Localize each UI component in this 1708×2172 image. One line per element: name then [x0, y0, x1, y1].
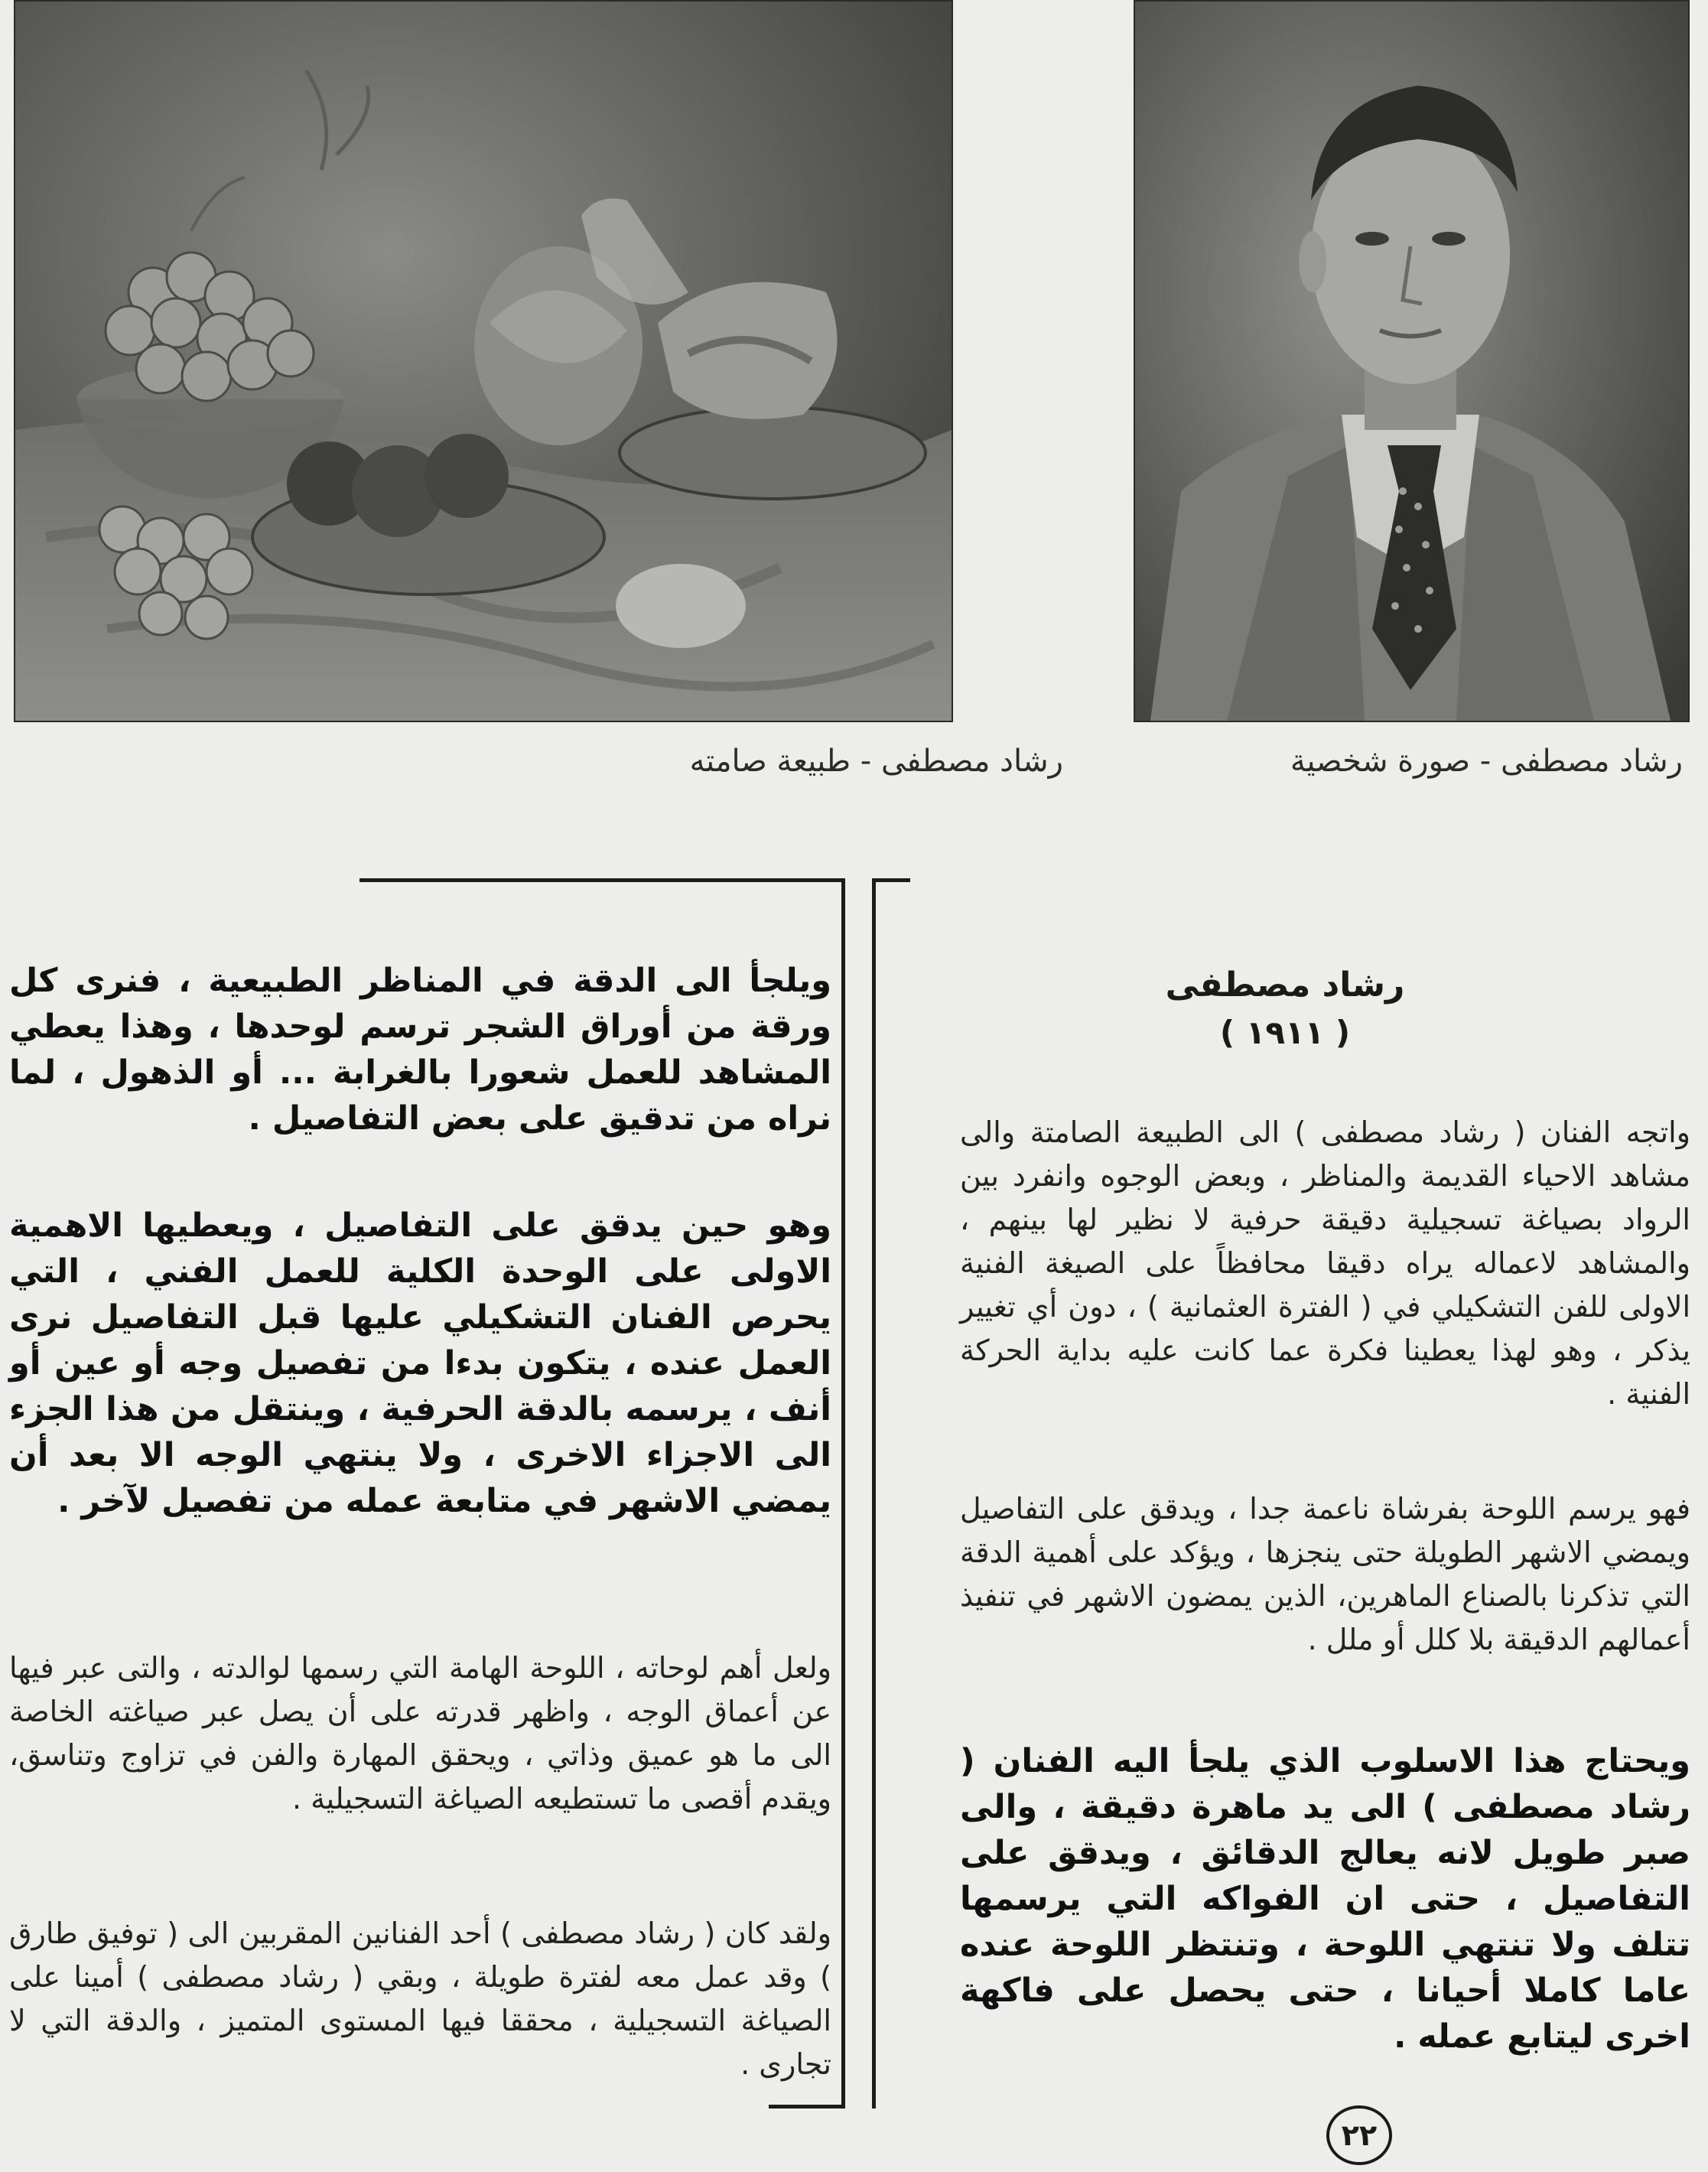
left-paragraph-4-text: ولقد كان ( رشاد مصطفى ) أحد الفنانين المقربين الى ( توفيق طارق ) وقد عمل معه لفترة طويلة ، وبقي ( رشاد مصطفى ) أمينا على الصياغة التسجيلية ، محققا فيها المستوى المتميز ، والدقة التي لا تجارى .: [9, 1916, 831, 2081]
left-column-bottom-rule: [769, 2105, 845, 2109]
left-column-vertical-rule: [841, 878, 845, 2109]
left-paragraph-4: [9, 1912, 831, 2086]
page-number: ٢٢: [1326, 2105, 1392, 2165]
right-paragraph-2: [960, 1487, 1690, 1662]
portrait-image: [1135, 2, 1688, 721]
right-paragraph-2-text: فهو يرسم اللوحة بفرشاة ناعمة جدا ، ويدقق على التفاصيل ويمضي الاشهر الطويلة حتى ينجزها ، ويؤكد على أهمية الدقة التي تذكرنا بالصناع الماهرين، الذين يمضون الاشهر في تنفيذ أعمالهم الدقيقة بلا كلل أو ملل .: [960, 1492, 1690, 1656]
still-life-image: [15, 2, 952, 721]
right-paragraph-3: [960, 1738, 1690, 2060]
left-column-top-rule: [359, 878, 845, 882]
right-column-vertical-rule: [872, 878, 876, 2109]
left-paragraph-2: [9, 1203, 831, 1524]
left-paragraph-1-text: ويلجأ الى الدقة في المناظر الطبيعية ، فنرى كل ورقة من أوراق الشجر ترسم لوحدها ، وهذا يعطي المشاهد للعمل شعورا بالغرابة ... أو الذهول ، لما نراه من تدقيق على بعض التفاصيل .: [9, 962, 831, 1138]
right-paragraph-3-text: ويحتاج هذا الاسلوب الذي يلجأ اليه الفنان ( رشاد مصطفى ) الى يد ماهرة دقيقة ، والى صبر طويل لانه يعالج الدقائق ، ويدقق على التفاصيل ، حتى ان الفواكه التي يرسمها تتلف ولا تنتهي اللوحة ، وتنتظر اللوحة عنده عاما كاملا أحيانا ، حتى يحصل على فاكهة اخرى ليتابع عمله .: [960, 1742, 1690, 2056]
portrait-caption: رشاد مصطفى - صورة شخصية: [1290, 744, 1683, 779]
right-paragraph-1-text: واتجه الفنان ( رشاد مصطفى ) الى الطبيعة الصامتة والى مشاهد الاحياء القديمة والمناظر ، وبعض الوجوه وانفرد بين الرواد بصياغة تسجيلية دقيقة حرفية لا نظير لها بينهم ، والمشاهد لاعماله يراه دقيقا محافظاً على الصيغة الفنية الاولى للفن التشكيلي في ( الفترة العثمانية ) ، دون أي تغيير يذكر ، وهو لهذا يعطينا فكرة عما كانت عليه بداية الحركة الفنية .: [960, 1115, 1690, 1411]
still-life-photo: [14, 0, 953, 722]
right-column-top-rule: [872, 878, 910, 882]
portrait-photo: [1134, 0, 1690, 722]
right-paragraph-1: [960, 1111, 1690, 1416]
article-year: ( ١٩١١ ): [1219, 1014, 1351, 1051]
left-paragraph-1: [9, 958, 831, 1141]
article-heading: [948, 961, 1622, 1056]
left-paragraph-2-text: وهو حين يدقق على التفاصيل ، ويعطيها الاهمية الاولى على الوحدة الكلية للعمل الفني ، التي يحرص الفنان التشكيلي عليها قبل التفاصيل نرى العمل عنده ، يتكون بدءا من تفصيل وجه أو عين أو أنف ، يرسمه بالدقة الحرفية ، وينتقل من هذا الجزء الى الاجزاء الاخرى ، ولا ينتهي الوجه الا بعد أن يمضي الاشهر في متابعة عمله من تفصيل لآخر .: [9, 1206, 831, 1520]
article-title: رشاد مصطفى: [1165, 966, 1405, 1005]
left-paragraph-3: [9, 1646, 831, 1821]
still-life-caption: رشاد مصطفى - طبيعة صامته: [689, 744, 1063, 779]
left-paragraph-3-text: ولعل أهم لوحاته ، اللوحة الهامة التي رسمها لوالدته ، والتى عبر فيها عن أعماق الوجه ، واظهر قدرته على أن يصل عبر صياغته الخاصة الى ما هو عميق وذاتي ، ويحقق المهارة والفن في تزاوج وتناسق، ويقدم أقصى ما تستطيعه الصياغة التسجيلية .: [9, 1651, 831, 1815]
